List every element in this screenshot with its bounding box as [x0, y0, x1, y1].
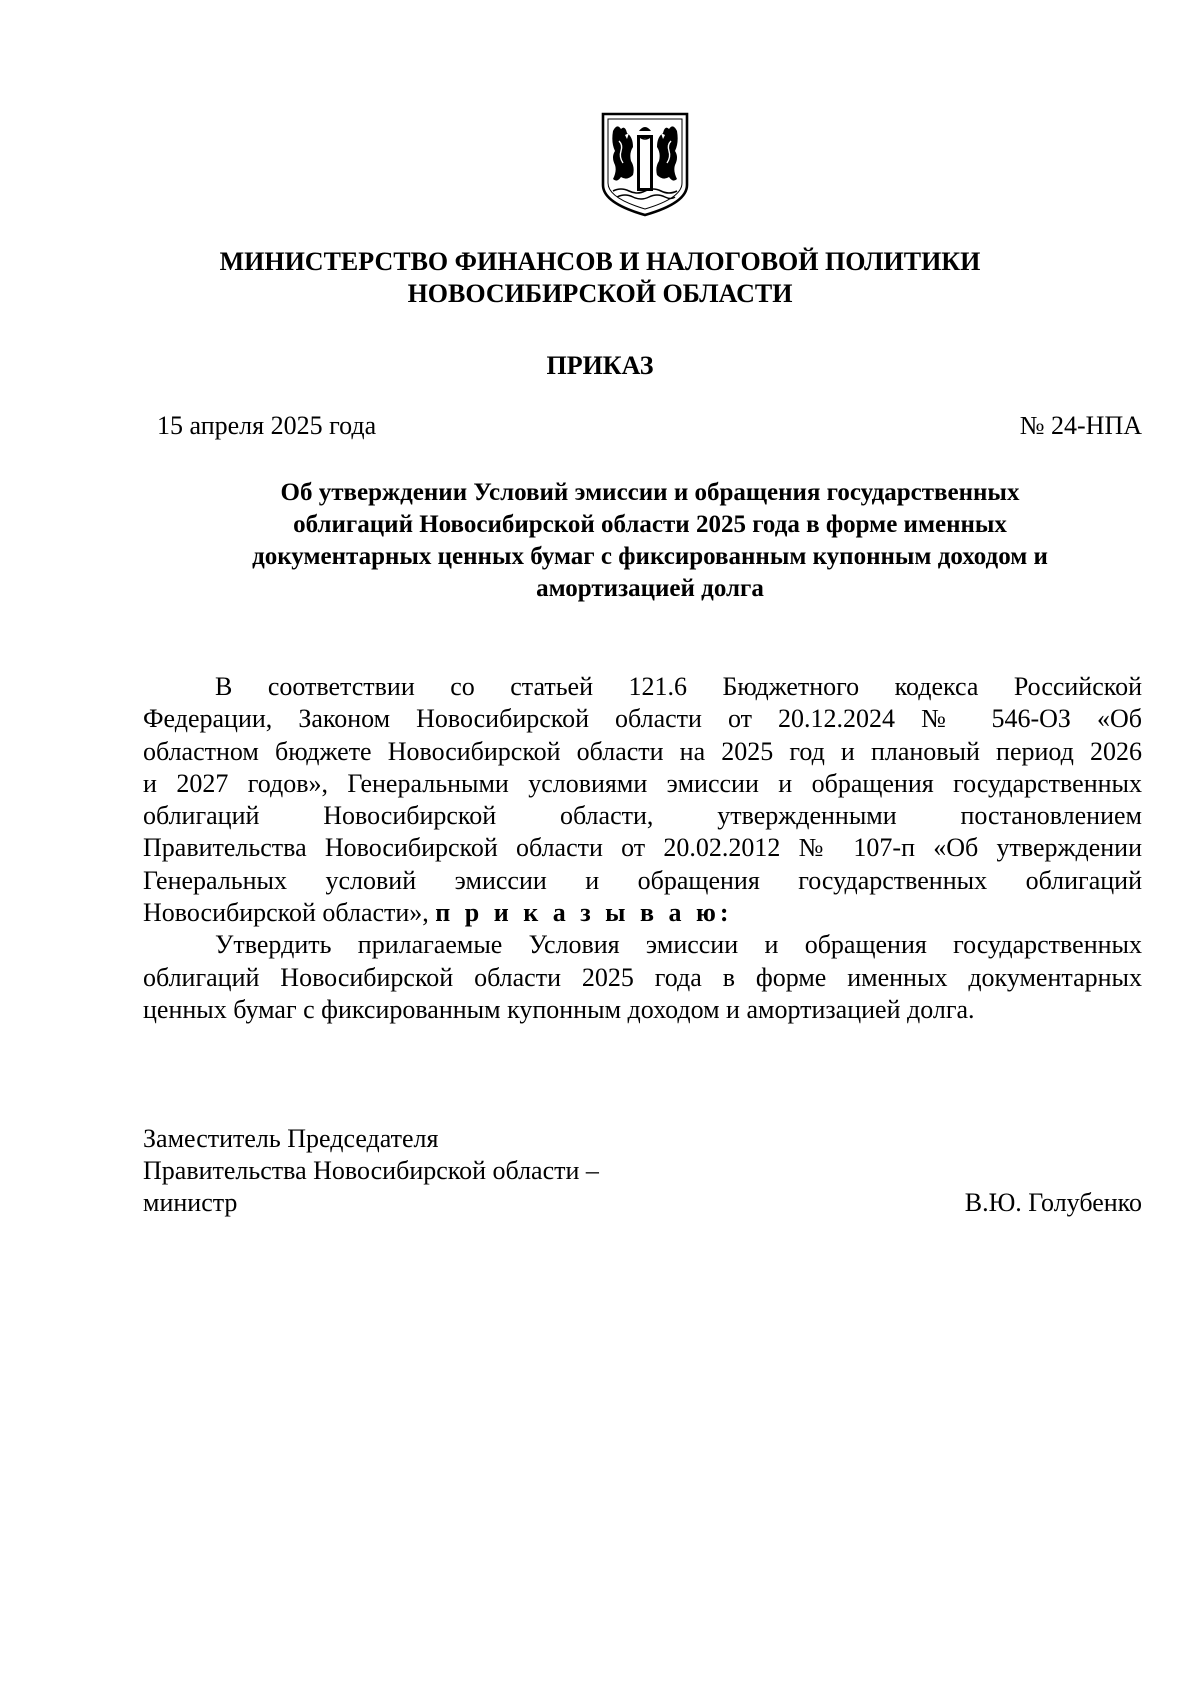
date-number-row [157, 410, 1142, 444]
document-body [143, 671, 1142, 1026]
body-line: Федерации, Законом Новосибирской области от 20.12.2024 № 546-ОЗ «Об [143, 704, 1142, 734]
body-line-decree [143, 897, 1142, 929]
body-line: Правительства Новосибирской области от 20.02.2012 № 107-п «Об утверждении [143, 833, 1142, 863]
body-line: ценных бумаг с фиксированным купонным доходом и амортизацией долга. [143, 994, 975, 1024]
body-line: Генеральных условий эмиссии и обращения государственных облигаций [143, 865, 1142, 895]
signer-name: В.Ю. Голубенко [964, 1188, 1142, 1217]
ministry-name-line-2: НОВОСИБИРСКОЙ ОБЛАСТИ [407, 279, 793, 308]
document-type: ПРИКАЗ [546, 351, 654, 380]
body-line: В соответствии со статьей 121.6 Бюджетного кодекса Российской [215, 672, 1142, 701]
body-line-text: Новосибирской области», [143, 898, 429, 928]
body-line: Утвердить прилагаемые Условия эмиссии и обращения государственных [215, 930, 1142, 960]
coat-of-arms-icon [599, 111, 691, 218]
subject-line: Об утверждении Условий эмиссии и обращения государственных [280, 479, 1020, 506]
ministry-name-line-1: МИНИСТЕРСТВО ФИНАНСОВ И НАЛОГОВОЙ ПОЛИТИКИ [219, 247, 981, 276]
decree-word: п р и к а з ы в а ю: [435, 898, 733, 928]
subject-line: амортизацией долга [536, 575, 764, 602]
document-number: № 24-НПА [1019, 411, 1142, 440]
body-line: облигаций Новосибирской области 2025 года в форме именных документарных [143, 962, 1142, 992]
body-line: областном бюджете Новосибирской области на 2025 год и плановый период 2026 [143, 736, 1142, 766]
signer-position-line: Правительства Новосибирской области – [143, 1156, 599, 1185]
subject-line: документарных ценных бумаг с фиксированным купонным доходом и [252, 543, 1048, 570]
signature-block [143, 1123, 1142, 1219]
document-date: 15 апреля 2025 года [157, 411, 377, 440]
ministry-name [0, 246, 1200, 310]
body-line: облигаций Новосибирской области, утвержденными постановлением [143, 801, 1142, 831]
subject-line: облигаций Новосибирской области 2025 года в форме именных [293, 511, 1007, 538]
document-subject [170, 477, 1130, 605]
signer-position-line: Заместитель Председателя [143, 1124, 439, 1153]
signer-position-line: министр [143, 1188, 238, 1217]
body-line: и 2027 годов», Генеральными условиями эмиссии и обращения государственных [143, 768, 1142, 798]
